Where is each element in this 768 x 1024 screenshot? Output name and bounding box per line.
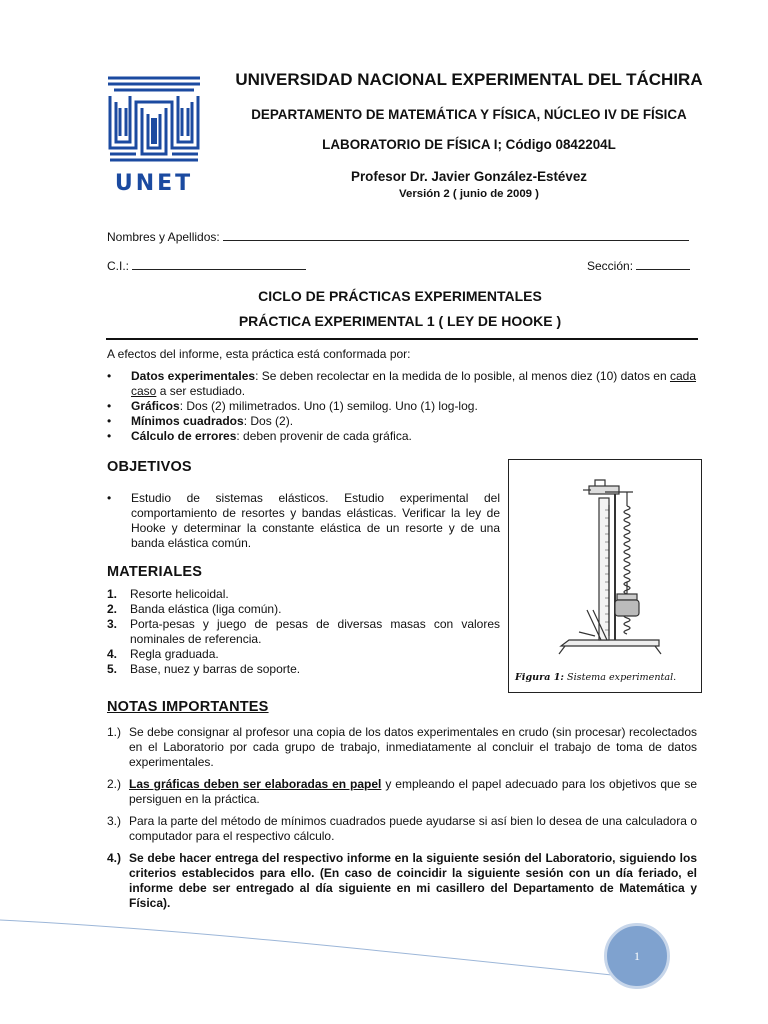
requirements-list bbox=[107, 369, 697, 444]
list-item: • Datos experimentales: Se deben recolectar en la medida de lo posible, al menos diez (10) datos en cada caso a ser estudiado. bbox=[107, 369, 697, 399]
list-item: 4.) Se debe hacer entrega del respectivo informe en la siguiente sesión del Laboratorio, siguiendo los criterios establecidos para ello. (En caso de coincidir la siguiente sesión con un día feriado, el informe debe ser entregado al día siguiente en mi casillero del Departamento de Matemática y Física). bbox=[107, 851, 697, 910]
figure-box bbox=[508, 459, 702, 693]
list-item: • Mínimos cuadrados: Dos (2). bbox=[107, 414, 697, 429]
university-name: UNIVERSIDAD NACIONAL EXPERIMENTAL DEL TÁCHIRA bbox=[235, 70, 703, 89]
list-item: • Gráficos: Dos (2) milimetrados. Uno (1) semilog. Uno (1) log-log. bbox=[107, 399, 697, 414]
section-row bbox=[587, 259, 690, 273]
list-item: 5. Base, nuez y barras de soporte. bbox=[107, 662, 301, 676]
logo-text: UNET bbox=[114, 171, 194, 196]
names-field[interactable] bbox=[223, 230, 689, 241]
intro-text: A efectos del informe, esta práctica está conformada por: bbox=[107, 347, 411, 361]
ci-field[interactable] bbox=[132, 259, 306, 270]
title-rule bbox=[106, 338, 698, 340]
figure-caption: Figura 1: Sistema experimental. bbox=[515, 672, 677, 683]
materiales-list bbox=[107, 587, 500, 677]
names-row bbox=[107, 230, 689, 244]
professor-name: Profesor Dr. Javier González-Estévez bbox=[351, 169, 587, 184]
list-item: • Cálculo de errores: deben provenir de cada gráfica. bbox=[107, 429, 697, 444]
list-item: 3. Porta-pesas y juego de pesas de diversas masas con valores nominales de referencia. bbox=[107, 617, 500, 646]
page-number-badge: 1 bbox=[604, 923, 670, 989]
cycle-title: CICLO DE PRÁCTICAS EXPERIMENTALES bbox=[258, 288, 542, 304]
lab-code: LABORATORIO DE FÍSICA I; Código 0842204L bbox=[322, 137, 616, 152]
list-item: 1.) Se debe consignar al profesor una copia de los datos experimentales en crudo (sin procesar) recolectados en el Laboratorio por cada grupo de trabajo, inmediatamente al concluir el trabajo de toma de datos experimentales. bbox=[107, 725, 697, 769]
department-name: DEPARTAMENTO DE MATEMÁTICA Y FÍSICA, NÚCLEO IV DE FÍSICA bbox=[251, 107, 687, 122]
notas-list bbox=[107, 725, 697, 918]
practice-title: PRÁCTICA EXPERIMENTAL 1 ( LEY DE HOOKE ) bbox=[238, 313, 562, 329]
notas-heading: NOTAS IMPORTANTES bbox=[107, 699, 269, 715]
objetivos-heading: OBJETIVOS bbox=[107, 459, 192, 475]
names-label: Nombres y Apellidos: bbox=[107, 230, 220, 244]
list-item: 3.) Para la parte del método de mínimos cuadrados puede ayudarse si así bien lo desea de una calculadora o computador para el respectivo cálculo. bbox=[107, 814, 697, 843]
hooke-apparatus-illustration bbox=[509, 460, 701, 665]
list-item: 2. Banda elástica (liga común). bbox=[107, 602, 282, 616]
ci-row bbox=[107, 259, 306, 273]
unet-logo bbox=[106, 74, 202, 196]
materiales-heading: MATERIALES bbox=[107, 564, 203, 580]
list-item: 1. Resorte helicoidal. bbox=[107, 587, 229, 601]
objetivos-list bbox=[107, 491, 500, 551]
ci-label: C.I.: bbox=[107, 259, 130, 273]
list-item: • Estudio de sistemas elásticos. Estudio experimental del comportamiento de resortes y bandas elásticas. Verificar la ley de Hooke y determinar la constante elástica de un resorte y de una banda elástica común. bbox=[107, 491, 500, 551]
section-field[interactable] bbox=[636, 259, 690, 270]
list-item: 4. Regla graduada. bbox=[107, 647, 219, 661]
section-label: Sección: bbox=[587, 259, 634, 273]
version-line: Versión 2 ( junio de 2009 ) bbox=[399, 188, 539, 200]
list-item: 2.) Las gráficas deben ser elaboradas en papel y empleando el papel adecuado para los objetivos que se persiguen en la práctica. bbox=[107, 777, 697, 806]
